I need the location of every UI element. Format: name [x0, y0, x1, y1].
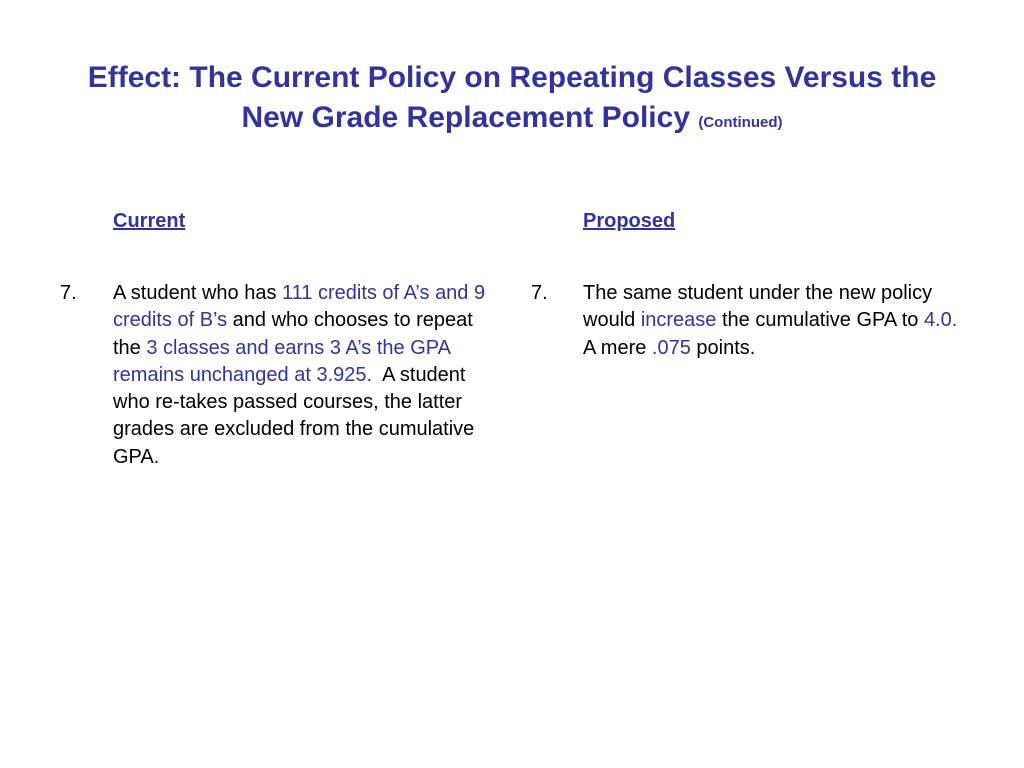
current-item-number: 7. — [60, 282, 77, 304]
current-heading: Current — [113, 210, 186, 232]
proposed-segment-highlight: 4.0. — [923, 309, 958, 332]
slide-title-continued: (Continued) — [698, 114, 783, 131]
proposed-segment: the cumulative GPA to — [716, 309, 924, 332]
proposed-segment-highlight: increase — [640, 309, 717, 332]
current-segment-highlight: 111 credits of A’s and 9 credits of B’s — [113, 282, 486, 332]
slide-title — [60, 58, 964, 143]
current-segment: A student who re-takes passed courses, the latter grades are excluded from the cumulative GPA. — [113, 363, 480, 468]
proposed-segment: The same student under the new policy would — [583, 282, 933, 332]
proposed-item-text — [583, 280, 968, 362]
current-segment: A student who has — [113, 282, 283, 304]
current-segment: and who chooses to repeat the — [113, 309, 473, 359]
current-item-text — [113, 280, 498, 471]
proposed-segment: points. — [690, 336, 756, 359]
proposed-item-number: 7. — [531, 282, 548, 304]
slide-title-main: Effect: The Current Policy on Repeating Classes Versus the New Grade Replacement Policy — [87, 61, 937, 134]
proposed-segment: A mere — [583, 336, 652, 359]
proposed-heading: Proposed — [583, 210, 676, 232]
proposed-segment-highlight: .075 — [651, 336, 691, 359]
current-segment-highlight: 3 classes and earns 3 A’s the GPA remains unchanged at 3.925. — [113, 336, 450, 386]
